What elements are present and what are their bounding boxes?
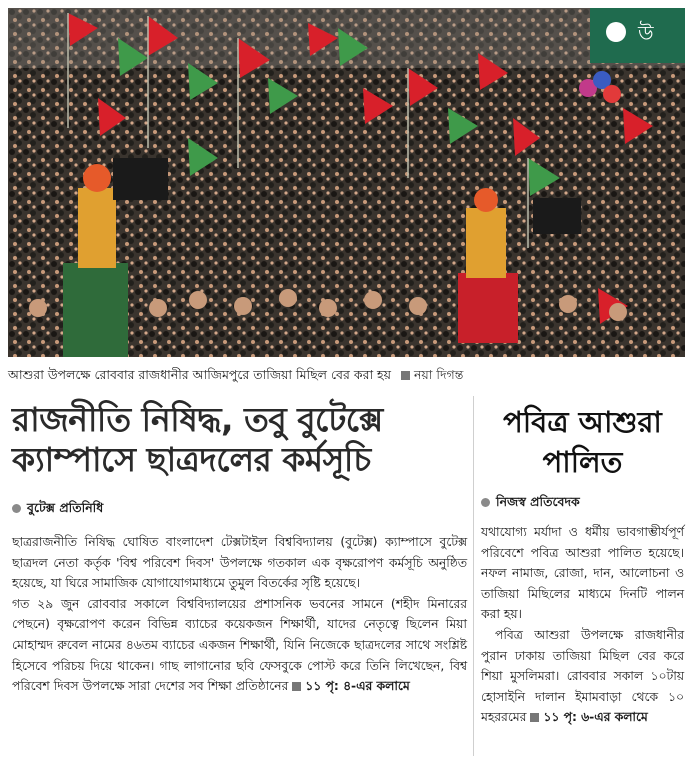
side-paragraph-1: যথাযোগ্য মর্যাদা ও ধর্মীয় ভাবগাম্ভীর্যপূর্ণ পরিবেশে পবিত্র আশুরা পালিত হয়েছে। নফল নামাজ, রোজা, দান, আলোচনা ও তাজিয়া মিছিলের মাধ্যমে দিনটি পালন করা হয়। xyxy=(481,525,684,622)
side-headline xyxy=(481,402,684,482)
main-article xyxy=(12,400,467,697)
main-headline-line1: রাজনীতি নিষিদ্ধ, তবু বুটেক্সে xyxy=(12,400,383,439)
column-divider xyxy=(473,396,474,756)
bullet-icon xyxy=(481,498,490,507)
caption-text: আশুরা উপলক্ষে রোববার রাজধানীর আজিমপুরে তাজিয়া মিছিল বের করা হয় xyxy=(8,367,391,382)
main-paragraph-1: ছাত্ররাজনীতি নিষিদ্ধ ঘোষিত বাংলাদেশ টেক্সটাইল বিশ্ববিদ্যালয় (বুটেক্স) ক্যাম্পাসে বুটেক্স ছাত্রদল নেতা কর্তৃক 'বিশ্ব পরিবেশ দিবস' উপলক্ষে গতকাল এক বৃক্ষরোপণ কর্মসূচি অনুষ্ঠিত হয়েছে, যা ঘিরে সামাজিক যোগাযোগমাধ্যমে তুমুল বিতর্কের সৃষ্টি হয়েছে। xyxy=(12,535,467,591)
continuation-square-icon xyxy=(292,682,301,691)
main-paragraph-2-text: গত ২৯ জুন রোববার সকালে বিশ্ববিদ্যালয়ের প্রশাসনিক ভবনের সামনে (শহীদ মিনারের পেছনে) বৃক্ষরোপণ করেন বিভিন্ন ব্যাচের কয়েকজন শিক্ষার্থী, যাদের নেতৃত্বে ছিলেন মিয়া মোহাম্মদ রুবেল নামের ৪৬তম ব্যাচের একজন শিক্ষার্থী, যিনি নিজেকে ছাত্রদলের সাথে সংশ্লিষ্ট হিসেবে পরিচয় দিয়ে থাকেন। গাছ লাগানোর ছবি ফেসবুকে পোস্ট করে তিনি লিখেছেন, বিশ্ব পরিবেশ দিবস উপলক্ষে সারা দেশের সব শিক্ষা প্রতিষ্ঠানের xyxy=(12,596,467,694)
main-continuation: ১১ পৃ: ৪-এর কলামে xyxy=(305,679,410,694)
side-continuation: ১১ পৃ: ৬-এর কলামে xyxy=(543,710,648,725)
procession-scene xyxy=(8,8,685,357)
main-paragraph-2 xyxy=(12,594,467,697)
side-body xyxy=(481,522,684,728)
news-photo xyxy=(8,8,685,357)
main-headline xyxy=(12,400,467,480)
main-byline-text: বুটেক্স প্রতিনিধি xyxy=(27,500,104,515)
main-byline xyxy=(12,500,467,518)
side-article xyxy=(481,402,684,728)
main-body xyxy=(12,532,467,697)
side-headline-line1: পবিত্র আশুরা xyxy=(503,405,662,439)
credit-square-icon xyxy=(401,371,410,380)
continuation-square-icon xyxy=(530,713,539,722)
side-paragraph-2 xyxy=(481,625,684,728)
bullet-icon xyxy=(12,504,21,513)
side-paragraph-2-text: পবিত্র আশুরা উপলক্ষে রাজধানীর পুরান ঢাকায় তাজিয়া মিছিল বের করে শিয়া মুসলিমরা। রোববার সকাল ১০টায় হোসাইনি দালান ইমামবাড়া থেকে ১০ মহররমের xyxy=(481,627,684,725)
side-byline xyxy=(481,494,684,512)
photo-credit: নয়া দিগন্ত xyxy=(413,367,464,382)
shop-sign-logo: উ xyxy=(638,21,654,45)
side-headline-line2: পালিত xyxy=(542,445,623,479)
side-byline-text: নিজস্ব প্রতিবেদক xyxy=(496,494,580,509)
photo-caption xyxy=(8,364,685,386)
main-headline-line2: ক্যাম্পাসে ছাত্রদলের কর্মসূচি xyxy=(12,440,371,479)
